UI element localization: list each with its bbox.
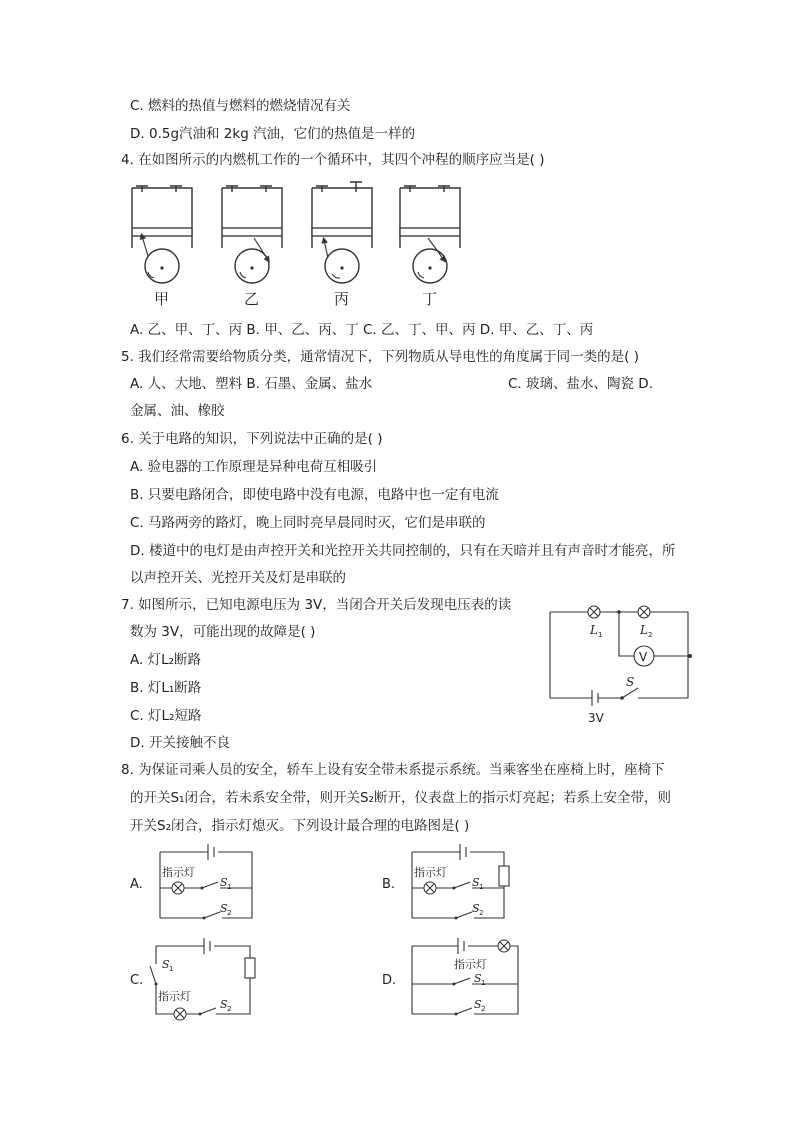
question-5-stem: 5. 我们经常需要给物质分类，通常情况下，下列物质从导电性的角度属于同一类的是( )	[121, 349, 639, 365]
question-5-option-cd: C. 玻璃、盐水、陶瓷 D.	[508, 376, 653, 392]
engine-label-bing: 丙	[334, 290, 350, 308]
label-l2: L	[640, 623, 648, 637]
resistor-icon	[499, 866, 509, 886]
s1-label-c: S	[162, 958, 170, 971]
engine-strokes-figure	[120, 176, 470, 312]
voltmeter-icon	[634, 646, 654, 666]
question-6-stem: 6. 关于电路的知识，下列说法中正确的是( )	[121, 431, 383, 447]
switch-s-icon	[620, 688, 638, 700]
s2-sub-c: 2	[227, 1005, 232, 1013]
question-7-option-c: C. 灯L₂短路	[130, 708, 202, 724]
s2-sub-b: 2	[479, 909, 484, 917]
lamp-l1-icon	[588, 606, 600, 618]
indicator-lamp-icon	[174, 1008, 186, 1020]
battery-label: 3V	[588, 711, 604, 725]
lamp-label-d: 指示灯	[454, 958, 487, 971]
question-4-options: A. 乙、甲、丁、丙 B. 甲、乙、丙、丁 C. 乙、丁、甲、丙 D. 甲、乙、丁、丙	[130, 322, 594, 338]
option-b-label: B.	[382, 877, 396, 892]
lamp-label-a: 指示灯	[162, 866, 195, 879]
s1-sub-d: 1	[481, 979, 486, 987]
lamp-label-b: 指示灯	[414, 866, 447, 879]
s2-sub-d: 2	[481, 1005, 486, 1013]
option-d-label: D.	[382, 973, 397, 988]
question-5-option-d-cont: 金属、油、橡胶	[130, 403, 225, 419]
indicator-lamp-icon	[172, 882, 184, 894]
s2-label-c: S	[220, 998, 228, 1011]
indicator-lamp-icon	[424, 882, 436, 894]
question-7-stem-1: 7. 如图所示，已知电源电压为 3V，当闭合开关后发现电压表的读	[121, 597, 512, 613]
switch-label: S	[626, 675, 635, 689]
indicator-lamp-icon	[498, 940, 510, 952]
lamp-l2-icon	[638, 606, 650, 618]
s1-sub-b: 1	[479, 883, 484, 891]
engine-label-ding: 丁	[422, 290, 438, 308]
question-6-option-c: C. 马路两旁的路灯，晚上同时亮早晨同时灭，它们是串联的	[130, 515, 486, 531]
question-7-option-a: A. 灯L₂断路	[130, 652, 202, 668]
s1-label-a: S	[220, 876, 228, 889]
s1-label-d: S	[474, 972, 482, 985]
question-8-stem-1: 8. 为保证司乘人员的安全，轿车上设有安全带未系提示系统。当乘客坐在座椅上时，座椅下	[121, 762, 665, 778]
option-c-label: C.	[130, 973, 144, 988]
q7-circuit-diagram	[540, 598, 700, 726]
q8-option-a-circuit	[128, 842, 268, 924]
question-6-option-b: B. 只要电路闭合，即使电路中没有电源，电路中也一定有电流	[130, 487, 499, 503]
option-c-line: C. 燃料的热值与燃料的燃烧情况有关	[130, 98, 351, 114]
s2-label-b: S	[472, 902, 480, 915]
cylinder-ding	[400, 186, 460, 308]
s2-label-d: S	[474, 998, 482, 1011]
resistor-icon	[245, 958, 255, 978]
question-6-option-a: A. 验电器的工作原理是异种电荷互相吸引	[130, 459, 378, 475]
question-4-stem: 4. 在如图所示的内燃机工作的一个循环中，其四个冲程的顺序应当是( )	[121, 152, 545, 168]
question-5-option-ab: A. 人、大地、塑料 B. 石墨、金属、盐水	[130, 376, 373, 392]
s1-sub-a: 1	[227, 883, 232, 891]
s1-label-b: S	[472, 876, 480, 889]
option-a-label: A.	[130, 877, 143, 892]
s1-sub-c: 1	[169, 965, 174, 973]
question-7-option-b: B. 灯L₁断路	[130, 680, 202, 696]
voltmeter-label: V	[639, 650, 648, 664]
question-8-stem-2: 的开关S₁闭合，若未系安全带，则开关S₂断开，仪表盘上的指示灯亮起；若系上安全带，则	[130, 790, 671, 806]
label-l2-sub: 2	[648, 631, 653, 639]
question-7-stem-2: 数为 3V，可能出现的故障是( )	[130, 624, 316, 640]
question-6-option-d-cont: 以声控开关、光控开关及灯是串联的	[130, 570, 346, 586]
engine-label-yi: 乙	[244, 290, 260, 308]
battery-icon	[592, 690, 598, 706]
s2-sub-a: 2	[227, 909, 232, 917]
label-l1-sub: 1	[598, 631, 603, 639]
q8-option-c-circuit	[128, 934, 268, 1024]
question-7-option-d: D. 开关接触不良	[130, 735, 230, 751]
cylinder-bing	[312, 182, 372, 308]
cylinder-yi	[222, 186, 282, 308]
q8-option-b-circuit	[380, 842, 520, 924]
question-8-stem-3: 开关S₂闭合，指示灯熄灭。下列设计最合理的电路图是( )	[130, 818, 470, 834]
s2-label-a: S	[220, 902, 228, 915]
option-d-line: D. 0.5g汽油和 2kg 汽油，它们的热值是一样的	[130, 126, 416, 142]
question-6-option-d: D. 楼道中的电灯是由声控开关和光控开关共同控制的，只有在天暗并且有声音时才能亮，所	[130, 543, 676, 559]
q8-option-d-circuit	[380, 934, 520, 1024]
engine-label-jia: 甲	[154, 290, 170, 308]
lamp-label-c: 指示灯	[158, 990, 191, 1003]
label-l1: L	[590, 623, 598, 637]
cylinder-jia	[132, 186, 192, 308]
